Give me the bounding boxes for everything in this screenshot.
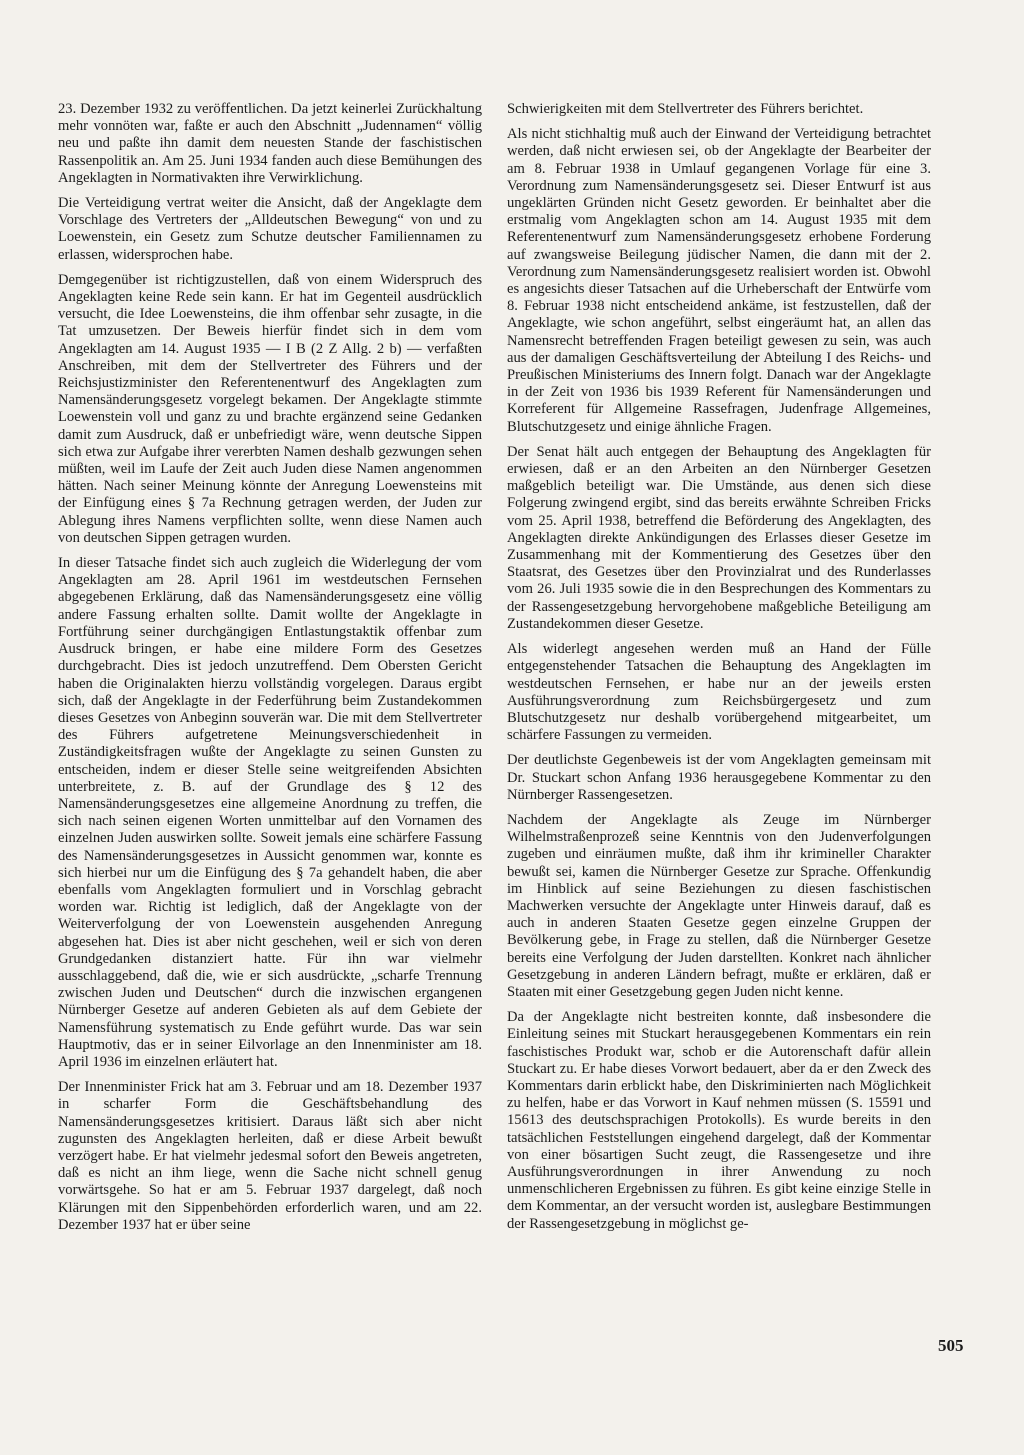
paragraph: Als nicht stichhaltig muß auch der Einwand der Verteidigung betrachtet werden, daß nicht erwiesen sei, ob der Angeklagte der Bearbeiter der am 8. Februar 1938 in Umlauf gegangenen Vorlage für eine 3. Verordnung zum Namensänderungsgesetz sei. Dieser Entwurf ist aus ungeklärten Gründen nicht Gesetz geworden. Er beinhaltet aber die erstmalig vom Angeklagten schon am 14. August 1935 mit dem Referentenentwurf zum Namensänderungsgesetz erhobene Forderung auf zwangsweise Beilegung jüdischer Namen, die dann mit der 2. Verordnung zum Namensänderungsgesetz realisiert worden ist. Obwohl es angesichts dieser Tatsachen auf die Urheberschaft der Entwürfe vom 8. Februar 1938 nicht entscheidend ankäme, ist festzustellen, daß der Angeklagte, wie schon angeführt, selbst eingeräumt hat, an allen das Namensrecht betreffenden Fragen beteiligt gewesen zu sein, was auch aus der damaligen Geschäftsverteilung der Abteilung I des Reichs- und Preußischen Ministeriums des Innern folgt. Danach war der Angeklagte in der Zeit von 1936 bis 1939 Referent für Namensänderungen und Korreferent für Allgemeine Rassefragen, Judenfrage Allgemeines, Blutschutzgesetz und einige ähnliche Fragen.	[507, 126, 931, 435]
paragraph: Der Senat hält auch entgegen der Behauptung des Angeklagten für erwiesen, daß er an den Arbeiten an den Nürnberger Gesetzen maßgeblich beteiligt war. Die Umstände, aus denen sich diese Folgerung zwingend ergibt, sind das bereits erwähnte Schreiben Fricks vom 25. April 1938, betreffend die Beförderung des Angeklagten, des Angeklagten direkte Ankündigungen des Erlasses dieser Gesetze im Zusammenhang mit der Kommentierung des Gesetzes über den Staatsrat, des Gesetzes über den Provinzialrat und des Runderlasses vom 26. Juli 1935 sowie die in den Besprechungen des Kommentars zu der Rassengesetzgebung hervorgehobene maßgebliche Beteiligung am Zustandekommen dieser Gesetze.	[507, 443, 931, 632]
paragraph: Die Verteidigung vertrat weiter die Ansicht, daß der Angeklagte dem Vorschlage des Vertreters der „Alldeutschen Bewegung“ von und zu Loewenstein, ein Gesetz zum Schutze deutscher Familiennamen zu erlassen, widersprochen habe.	[58, 195, 482, 263]
page-number: 505	[938, 1336, 964, 1355]
paragraph: Nachdem der Angeklagte als Zeuge im Nürnberger Wilhelmstraßenprozeß seine Kenntnis von den Judenverfolgungen zugeben und einräumen mußte, daß ihm ihr krimineller Charakter bewußt sei, kamen die Nürnberger Gesetze zur Sprache. Offenkundig im Hinblick auf seine Beziehungen zu diesen faschistischen Machwerken versuchte der Angeklagte unter Hinweis darauf, daß es auch in anderen Staaten Gesetze gegen einzelne Gruppen der Bevölkerung gebe, in Frage zu stellen, daß die Nürnberger Gesetze bereits eine Verfolgung der Juden darstellten. Konkret nach ähnlicher Gesetzgebung in anderen Ländern befragt, mußte er erklären, daß er Staaten mit einer Gesetzgebung gegen Juden nicht kenne.	[507, 811, 931, 1000]
paragraph: Als widerlegt angesehen werden muß an Hand der Fülle entgegenstehender Tatsachen die Behauptung des Angeklagten im westdeutschen Fernsehen, er habe nur an der jeweils ersten Ausführungsverordnung zum Reichsbürgergesetz und zum Blutschutzgesetz nur deshalb vorübergehend mitgearbeitet, um schärfere Fassungen zu vermeiden.	[507, 641, 931, 744]
paragraph: Demgegenüber ist richtigzustellen, daß von einem Widerspruch des Angeklagten keine Rede sein kann. Er hat im Gegenteil ausdrücklich versucht, die Idee Loewensteins, die ihm offenbar sehr zusagte, in die Tat umzusetzen. Der Beweis hierfür findet sich in dem vom Angeklagten am 14. August 1935 — I B (2 Z Allg. 2 b) — verfaßten Anschreiben, mit dem der Stellvertreter des Führers und der Reichsjustizminister den Referentenentwurf des Angeklagten zum Namensänderungsgesetz vorgelegt bekamen. Der Angeklagte stimmte Loewenstein voll und ganz zu und brachte ergänzend seine Gedanken damit zum Ausdruck, daß er unbefriedigt wäre, wenn deutsche Sippen sich etwa zur Aufgabe ihrer vererbten Namen deshalb gezwungen sehen müßten, weil im Laufe der Zeit auch Juden diese Namen angenommen hätten. Nach seiner Meinung könnte der Anregung Loewensteins mit der Einfügung eines § 7a Rechnung getragen werden, der Juden zur Ablegung ihres Namens verpflichten sollte, wenn diese Namen auch von deutschen Sippen getragen wurden.	[58, 271, 482, 546]
left-column	[58, 101, 482, 1242]
right-column	[507, 101, 931, 1241]
paragraph: In dieser Tatsache findet sich auch zugleich die Widerlegung der vom Angeklagten am 28. April 1961 im westdeutschen Fernsehen abgegebenen Erklärung, daß das Namensänderungsgesetz eine völlig andere Fassung erhalten sollte. Damit wollte der Angeklagte in Fortführung seiner durchgängigen Entlastungstaktik offenbar zum Ausdruck bringen, er habe eine mildere Form des Gesetzes durchgebracht. Dies ist jedoch unzutreffend. Dem Obersten Gericht haben die Originalakten hierzu vollständig vorgelegen. Daraus ergibt sich, daß der Angeklagte in der Federführung beim Zustandekommen dieses Gesetzes von Anbeginn souverän war. Die mit dem Stellvertreter des Führers aufgetretene Meinungsverschiedenheit in Zuständigkeitsfragen wußte der Angeklagte zu seinen Gunsten zu entscheiden, indem er dieser Stelle seine weitgreifenden Absichten unterbreitete, z. B. auf der Grundlage des § 12 des Namensänderungsgesetzes eine allgemeine Anordnung zu treffen, die sich nach seinen eigenen Worten unmittelbar auf den Vornamen des einzelnen Juden auswirken sollte. Soweit jemals eine schärfere Fassung des Namensänderungsgesetzes in Aussicht genommen war, konnte es sich hierbei nur um die Einfügung des § 7a gehandelt haben, die aber ebenfalls vom Angeklagten formuliert und in Vorschlag gebracht worden war. Richtig ist lediglich, daß der Angeklagte von der Weiterverfolgung der von Loewenstein ausgehenden Anregung abgesehen hat. Dies ist aber nicht geschehen, weil er sich von deren Grundgedanken distanziert hatte. Für ihn war vielmehr ausschlaggebend, daß die, wie er sich ausdrückte, „scharfe Trennung zwischen Juden und Deutschen“ durch die inzwischen ergangenen Nürnberger Gesetze auf anderen Gebieten als auf dem Gebiete der Namensführung systematisch zu Ende geführt wurde. Das war sein Hauptmotiv, das er in seiner Eilvorlage an den Innenminister am 18. April 1936 im einzelnen erläutert hat.	[58, 555, 482, 1070]
paragraph: Schwierigkeiten mit dem Stellvertreter des Führers berichtet.	[507, 101, 864, 117]
paragraph: 23. Dezember 1932 zu veröffentlichen. Da jetzt keinerlei Zurückhaltung mehr vonnöten war, faßte er auch den Abschnitt „Judennamen“ völlig neu und paßte ihn damit dem neuesten Stande der faschistischen Rassenpolitik an. Am 25. Juni 1934 fanden auch diese Bemühungen des Angeklagten in Normativakten ihre Verwirklichung.	[58, 101, 482, 186]
paragraph: Da der Angeklagte nicht bestreiten konnte, daß insbesondere die Einleitung seines mit Stuckart herausgegebenen Kommentars ein rein faschistisches Produkt war, schob er die Autorenschaft dafür allein Stuckart zu. Er habe dieses Vorwort bedauert, aber da er den Zweck des Kommentars darin erblickt habe, den Diskriminierten nach Möglichkeit zu helfen, habe er das Vorwort in Kauf nehmen müssen (S. 15591 und 15613 des deutschsprachigen Protokolls). Es wurde bereits in den tatsächlichen Feststellungen eingehend dargelegt, daß der Kommentar von einer bösartigen Sucht zeugt, die Rassengesetze und ihre Ausführungsverordnungen in ihrer Anwendung zu noch unmenschlicheren Ergebnissen zu führen. Es gibt keine einzige Stelle in dem Kommentar, an der versucht worden ist, auslegbare Bestimmungen der Rassengesetzgebung in möglichst ge-	[507, 1009, 931, 1232]
paragraph: Der deutlichste Gegenbeweis ist der vom Angeklagten gemeinsam mit Dr. Stuckart schon Anfang 1936 herausgegebene Kommentar zu den Nürnberger Rassengesetzen.	[507, 752, 931, 803]
paragraph: Der Innenminister Frick hat am 3. Februar und am 18. Dezember 1937 in scharfer Form die Geschäftsbehandlung des Namensänderungsgesetzes kritisiert. Daraus läßt sich aber nicht zugunsten des Angeklagten herleiten, daß er diese Arbeit bewußt verzögert habe. Er hat vielmehr jedesmal sofort den Beweis angetreten, daß es nicht an ihm liege, wenn die Sache nicht schnell genug vorwärtsgehe. So hat er am 5. Februar 1937 dargelegt, daß noch Klärungen mit den Sippenbehörden erforderlich waren, und am 22. Dezember 1937 hat er über seine	[58, 1079, 482, 1233]
